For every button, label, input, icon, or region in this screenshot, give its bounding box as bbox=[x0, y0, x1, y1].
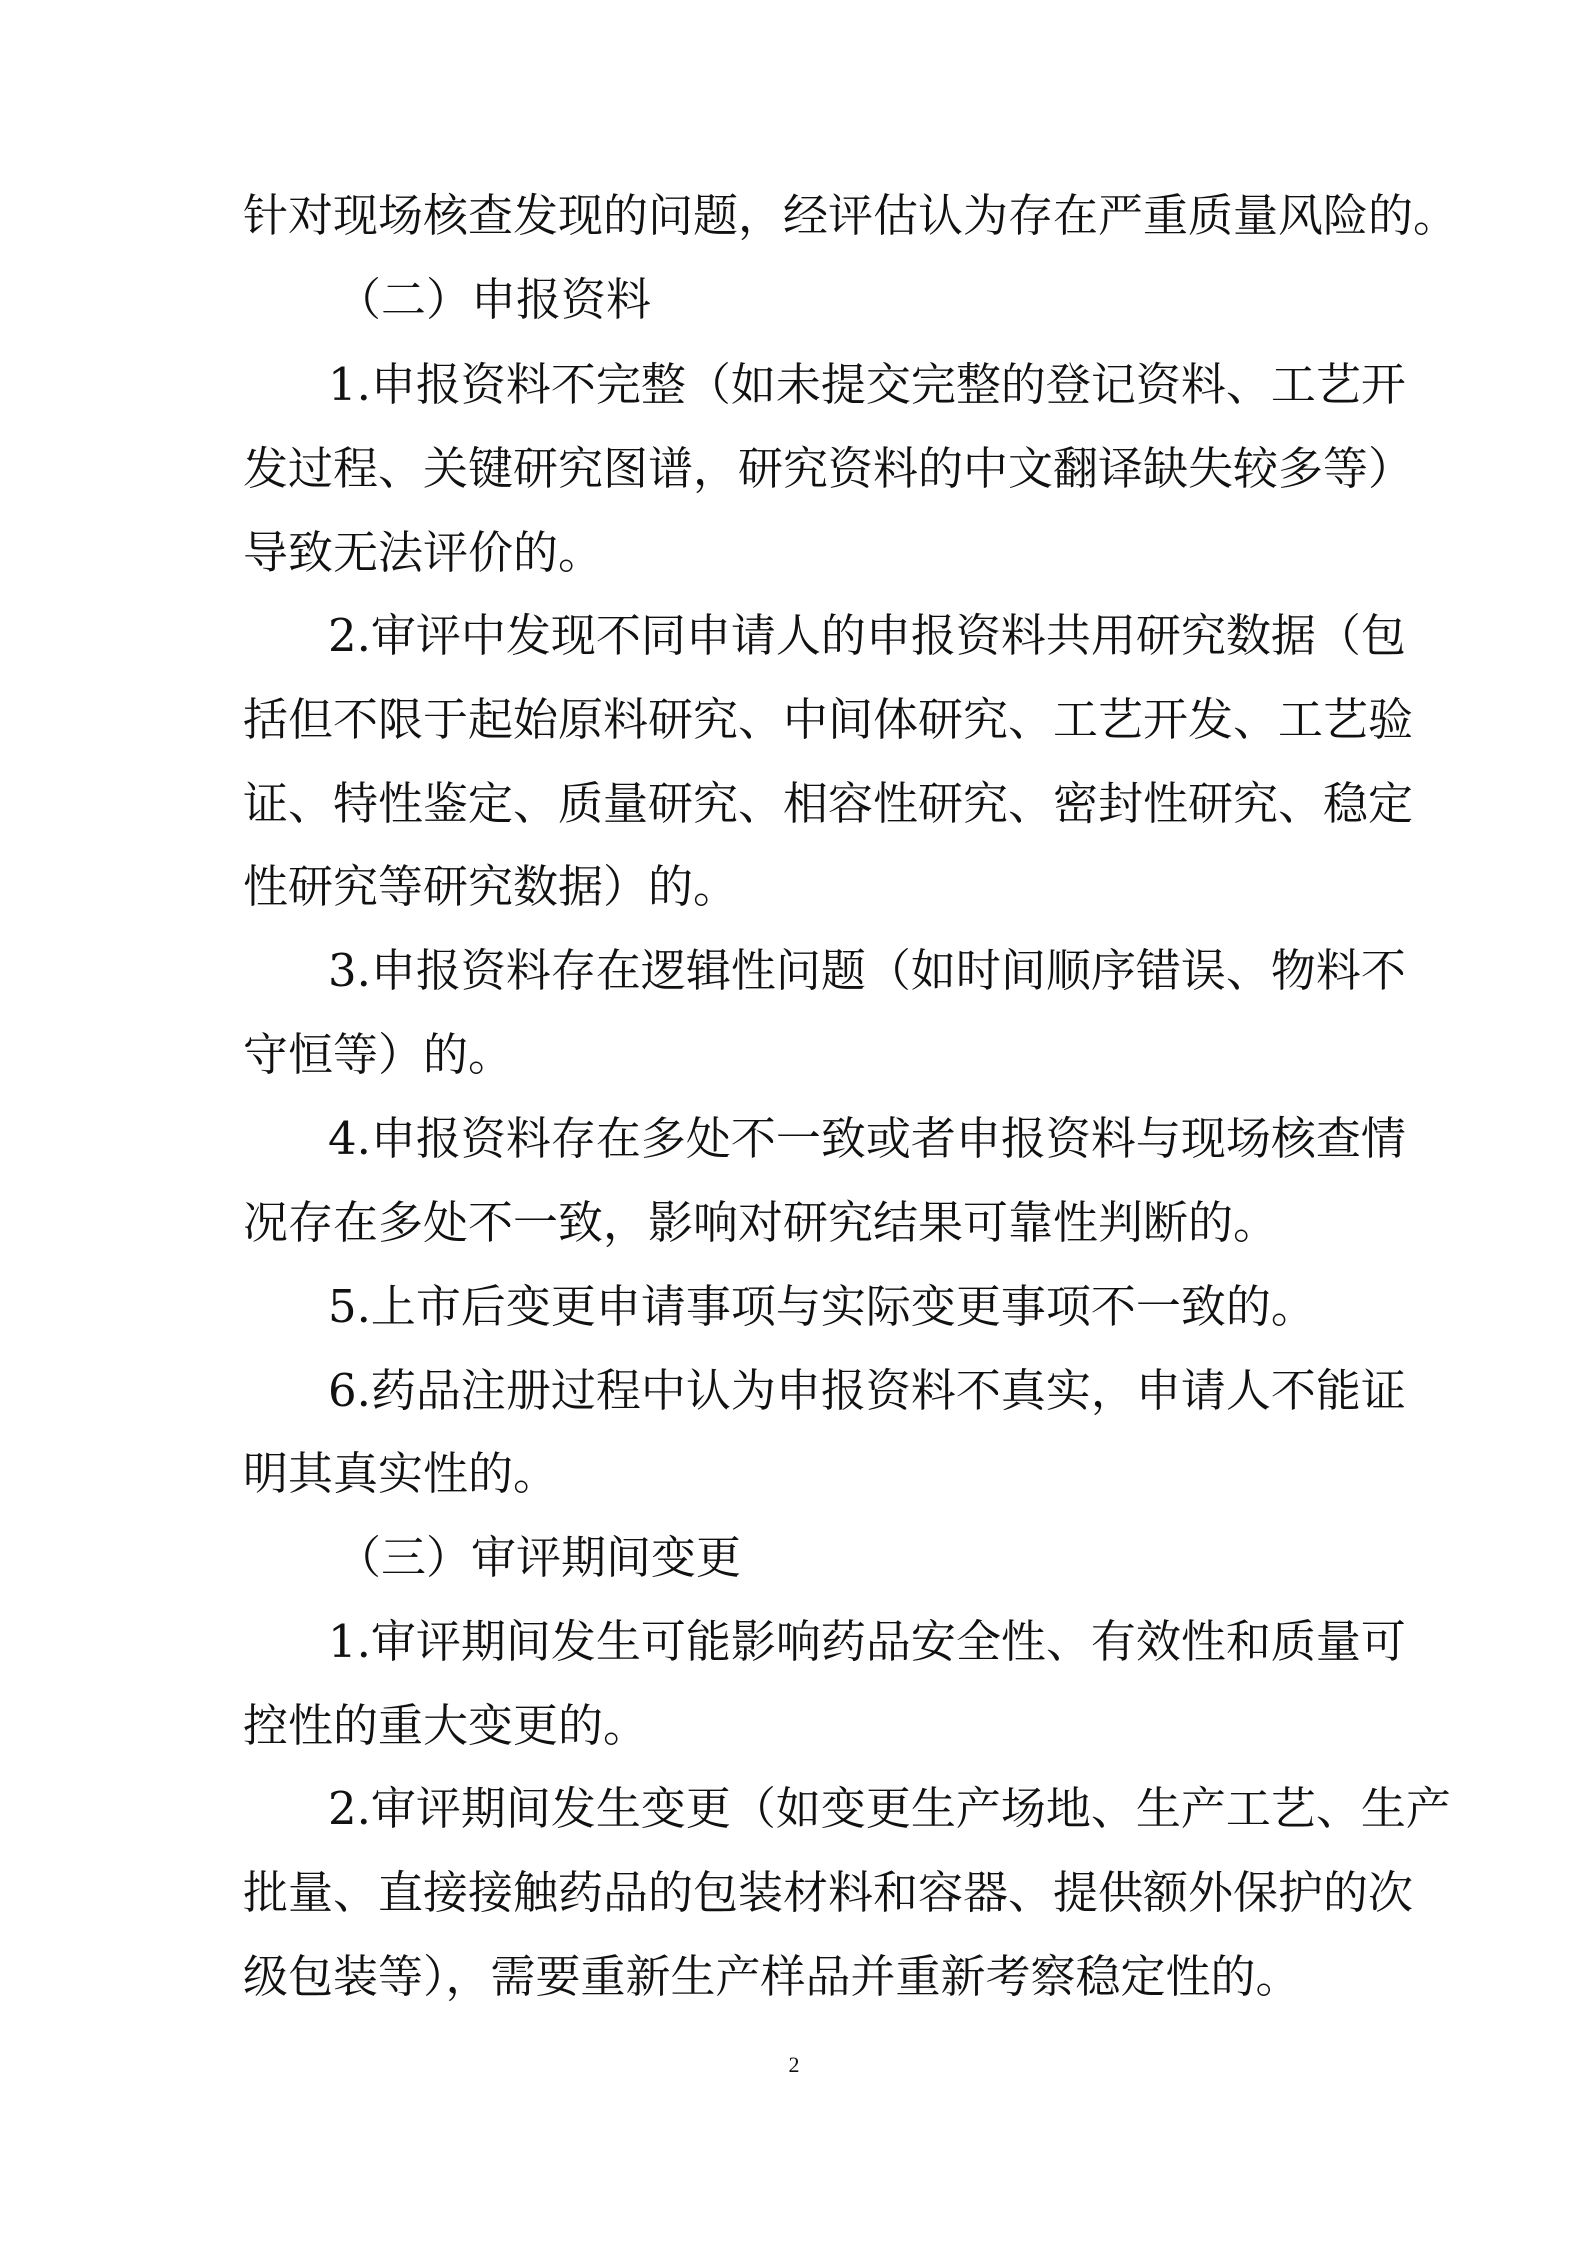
text-line: 明其真实性的。 bbox=[243, 1447, 559, 1500]
text-line: 6.药品注册过程中认为申报资料不真实，申请人不能证 bbox=[328, 1364, 1406, 1417]
text-line: 况存在多处不一致，影响对研究结果可靠性判断的。 bbox=[243, 1196, 1279, 1249]
text-line: 5.上市后变更申请事项与实际变更事项不一致的。 bbox=[328, 1280, 1316, 1333]
text-line: 批量、直接接触药品的包装材料和容器、提供额外保护的次 bbox=[243, 1866, 1414, 1919]
text-line: 3.申报资料存在逻辑性问题（如时间顺序错误、物料不 bbox=[328, 944, 1406, 997]
section-heading: （二）申报资料 bbox=[336, 273, 652, 326]
text-line: 2.审评中发现不同申请人的申报资料共用研究数据（包 bbox=[328, 609, 1406, 662]
text-line: 导致无法评价的。 bbox=[243, 526, 604, 579]
page-number: 2 bbox=[788, 2052, 800, 2077]
text-line: 1.申报资料不完整（如未提交完整的登记资料、工艺开 bbox=[328, 358, 1406, 411]
text-line: 2.审评期间发生变更（如变更生产场地、生产工艺、生产 bbox=[328, 1782, 1451, 1835]
text-line: 发过程、关键研究图谱，研究资料的中文翻译缺失较多等） bbox=[243, 442, 1414, 495]
text-line: 性研究等研究数据）的。 bbox=[243, 860, 739, 913]
text-line: 4.申报资料存在多处不一致或者申报资料与现场核查情 bbox=[328, 1112, 1406, 1165]
text-line: 针对现场核查发现的问题，经评估认为存在严重质量风险的。 bbox=[243, 189, 1459, 242]
text-line: 控性的重大变更的。 bbox=[243, 1699, 649, 1752]
section-heading: （三）审评期间变更 bbox=[336, 1531, 742, 1584]
text-line: 级包装等），需要重新生产样品并重新考察稳定性的。 bbox=[243, 1950, 1301, 2003]
text-line: 守恒等）的。 bbox=[243, 1028, 514, 1081]
text-line: 1.审评期间发生可能影响药品安全性、有效性和质量可 bbox=[328, 1615, 1406, 1668]
text-line: 括但不限于起始原料研究、中间体研究、工艺开发、工艺验 bbox=[243, 693, 1414, 746]
text-line: 证、特性鉴定、质量研究、相容性研究、密封性研究、稳定 bbox=[243, 777, 1414, 830]
